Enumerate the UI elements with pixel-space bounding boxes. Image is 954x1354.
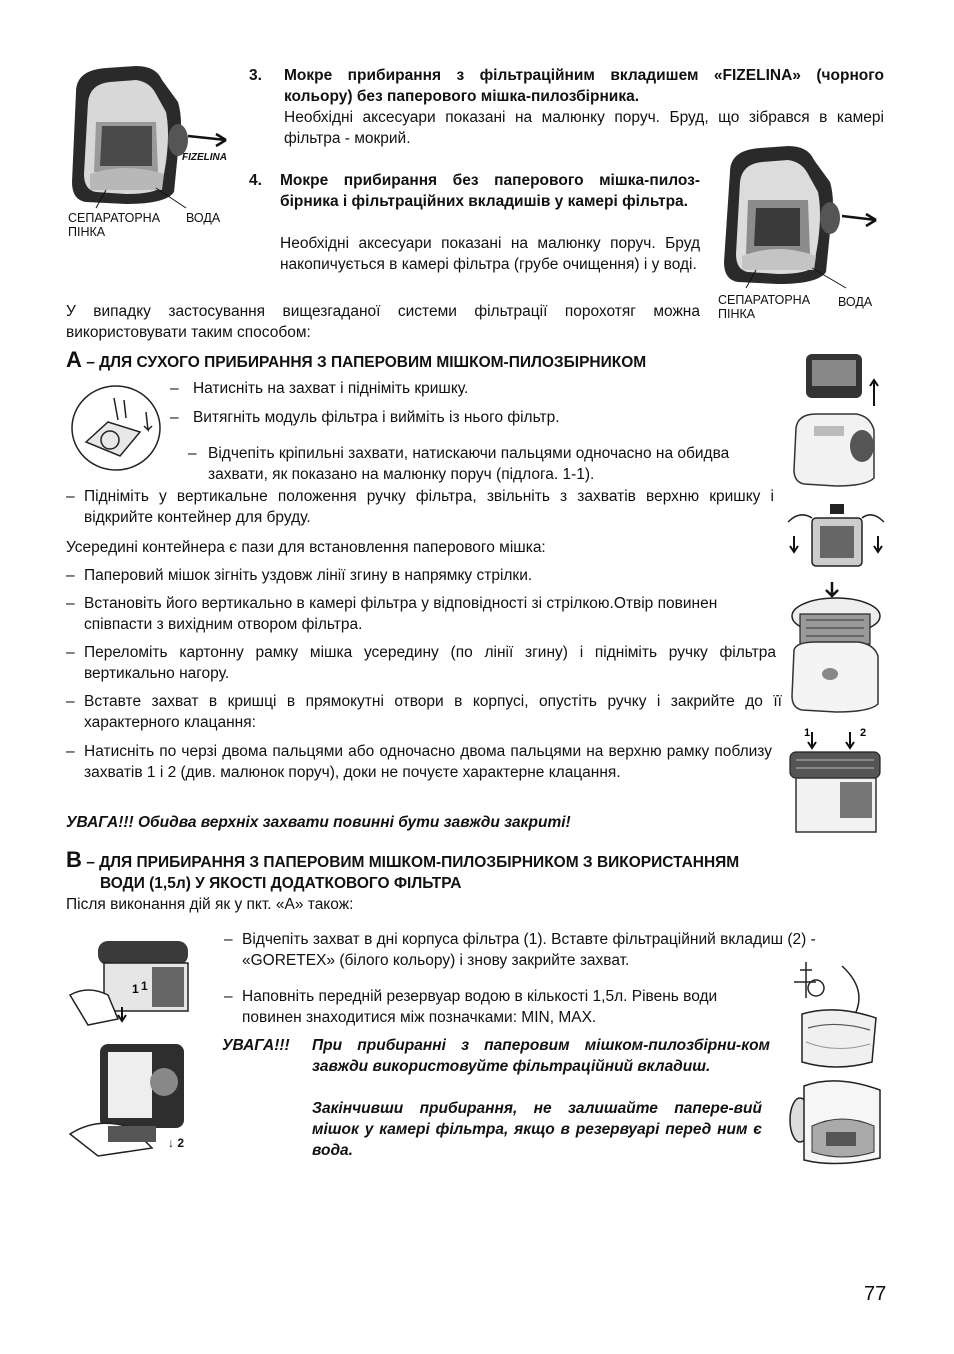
item3-title: Мокре прибирання з фільтраційним вкладишем «FIZELINA» (чорного кольору) без паперового мішка-пилозбірника.: [284, 67, 884, 105]
dash: –: [66, 567, 75, 584]
step-text: Підніміть у вертикальне положення ручку фільтра, звільніть з захватів верхню кришку і відкрийте контейнер для бруду.: [84, 488, 774, 526]
bag-step-4: [66, 691, 782, 733]
section-b-fig-label-1: 1: [141, 979, 148, 993]
slots-intro: Усередині контейнера є пази для встановлення паперового мішка:: [66, 539, 546, 556]
dash: –: [170, 409, 179, 426]
fizelina-vacuum-illustration: [66, 62, 238, 212]
item4-title: Мокре прибирання без паперового мішка-пилоз-бірника і фільтраційних вкладишів у камері фільтра.: [280, 172, 700, 210]
top-clips-illustration: [786, 722, 886, 836]
dash: –: [66, 743, 75, 760]
section-b-fig-label-2: [168, 1133, 184, 1154]
down-arrow-icon: ↓: [168, 1136, 174, 1150]
step-text: Витягніть модуль фільтра і вийміть із нього фільтр.: [192, 409, 560, 426]
section-a-step-2: [170, 407, 770, 428]
water-label: ВОДА: [186, 211, 221, 225]
bag-step-2: [66, 593, 776, 635]
dash: –: [66, 488, 75, 505]
section-a-step-1: [170, 378, 770, 399]
separator-foam-label-2: СЕПАРАТОРНА ПІНКА: [718, 293, 811, 321]
section-a-warning: УВАГА!!! Обидва верхніх захвати повинні бути завжди закриті!: [66, 814, 571, 831]
water-label-2: ВОДА: [838, 295, 873, 309]
section-a-letter: A: [66, 347, 82, 372]
separator-foam-label: СЕПАРАТОРНА ПІНКА: [68, 211, 161, 239]
water-tank-illustration: [786, 958, 886, 1072]
section-b-warning-2: Закінчивши прибирання, не залишайте папере-вий мішок у камері фільтра, якщо в резервуарі перед ним є вода.: [312, 1100, 762, 1159]
dash: –: [66, 693, 75, 710]
section-b-after: Після виконання дій як у пкт. «A» також:: [66, 896, 354, 913]
section-b-letter: B: [66, 847, 82, 872]
bag-step-1: [66, 565, 776, 586]
step-text: Паперовий мішок зігніть уздовж лінії згину в напрямку стрілки.: [84, 567, 533, 584]
item4-text: Необхідні аксесуари показані на малюнку поруч. Бруд накопичується в камері фільтра (грубе очищення) і у воді.: [280, 235, 700, 273]
dash: –: [224, 931, 233, 948]
item3-text: Необхідні аксесуари показані на малюнку поруч. Бруд, що зібрався в камері фільтра - мокрий.: [284, 109, 884, 147]
dash: –: [170, 380, 179, 397]
section-a-step-4: [66, 486, 774, 528]
dash: –: [224, 988, 233, 1005]
bag-insert-illustration: [786, 580, 886, 714]
step-text: Натисніть по черзі двома пальцями або одночасно двома пальцями на верхню рамку поблизу захватів 1 і 2 (див. малюнок поруч), доки не почуєте характерне клацання.: [84, 743, 772, 781]
item3-number: 3.: [249, 67, 262, 84]
page-number: 77: [864, 1283, 887, 1305]
filter-clips-illustration: [786, 500, 886, 574]
svg-text:1: 1: [132, 982, 139, 996]
svg-text:2: 2: [860, 727, 867, 739]
section-a-heading: [66, 349, 786, 373]
water-container-illustration: [786, 1076, 886, 1168]
dash: –: [66, 595, 75, 612]
fizelina-label: FIZELINA: [182, 152, 227, 163]
section-a-title: – ДЛЯ СУХОГО ПРИБИРАННЯ З ПАПЕРОВИМ МІШКОМ-ПИЛОЗБІРНИКОМ: [86, 354, 647, 371]
section-b-step-1: [224, 929, 884, 971]
section-b-step-2: [224, 986, 780, 1028]
section-b-title-line1: – ДЛЯ ПРИБИРАННЯ З ПАПЕРОВИМ МІШКОМ-ПИЛОЗБІРНИКОМ З ВИКОРИСТАННЯМ: [86, 854, 740, 871]
step-text: Наповніть передній резервуар водою в кількості 1,5л. Рівень води повинен знаходитися між позначками: MIN, MAX.: [242, 988, 718, 1026]
wet-vacuum-illustration: [716, 142, 886, 292]
section-a-step-3: [188, 443, 758, 485]
filter-module-illustration: [68, 935, 198, 1027]
section-b-warning-1: При прибиранні з паперовим мішком-пилозбірни-ком завжди використовуйте фільтраційний вкладиш.: [312, 1037, 770, 1075]
section-b-title-line2: ВОДИ (1,5л) У ЯКОСТІ ДОДАТКОВОГО ФІЛЬТРА: [100, 875, 462, 892]
dash: –: [66, 644, 75, 661]
step-text: Встановіть його вертикально в камері фільтра у відповідності зі стрілкою.Отвір повинен співпасти з вихідним отвором фільтра.: [84, 595, 718, 633]
item4-number: 4.: [249, 172, 262, 189]
intro-paragraph: У випадку застосування вищезгаданої системи фільтрації порохотяг можна використовувати таким способом:: [66, 303, 700, 341]
lid-open-illustration: [786, 350, 886, 490]
step-text: Переломіть картонну рамку мішка усередину (по лінії згину) і підніміть ручку фільтра вертикально нагору.: [84, 644, 776, 682]
step-text: Відчепіть захват в дні корпуса фільтра (1). Вставте фільтраційний вкладиш (2) - «GORETEX» (білого кольору) і знову закрийте захват.: [242, 931, 816, 969]
step-text: Вставте захват в кришці в прямокутні отвори в корпусі, опустіть ручку і закрийте до її характерного клацання:: [84, 693, 782, 731]
bag-step-5: [66, 741, 772, 783]
svg-text:1: 1: [804, 727, 811, 739]
section-b-warning-lead: УВАГА!!!: [222, 1037, 290, 1054]
section-b-heading: [66, 849, 886, 873]
fig-label-2: 2: [177, 1136, 185, 1150]
step-text: Відчепіть кріпильні захвати, натискаючи пальцями одночасно на обидва захвати, як показано на малюнку поруч (підлога. 1-1).: [208, 445, 730, 483]
step-text: Натисніть на захват і підніміть кришку.: [192, 380, 469, 397]
dash: –: [188, 445, 197, 462]
paper-bag-illustration: [68, 382, 164, 474]
bag-step-3: [66, 642, 776, 684]
